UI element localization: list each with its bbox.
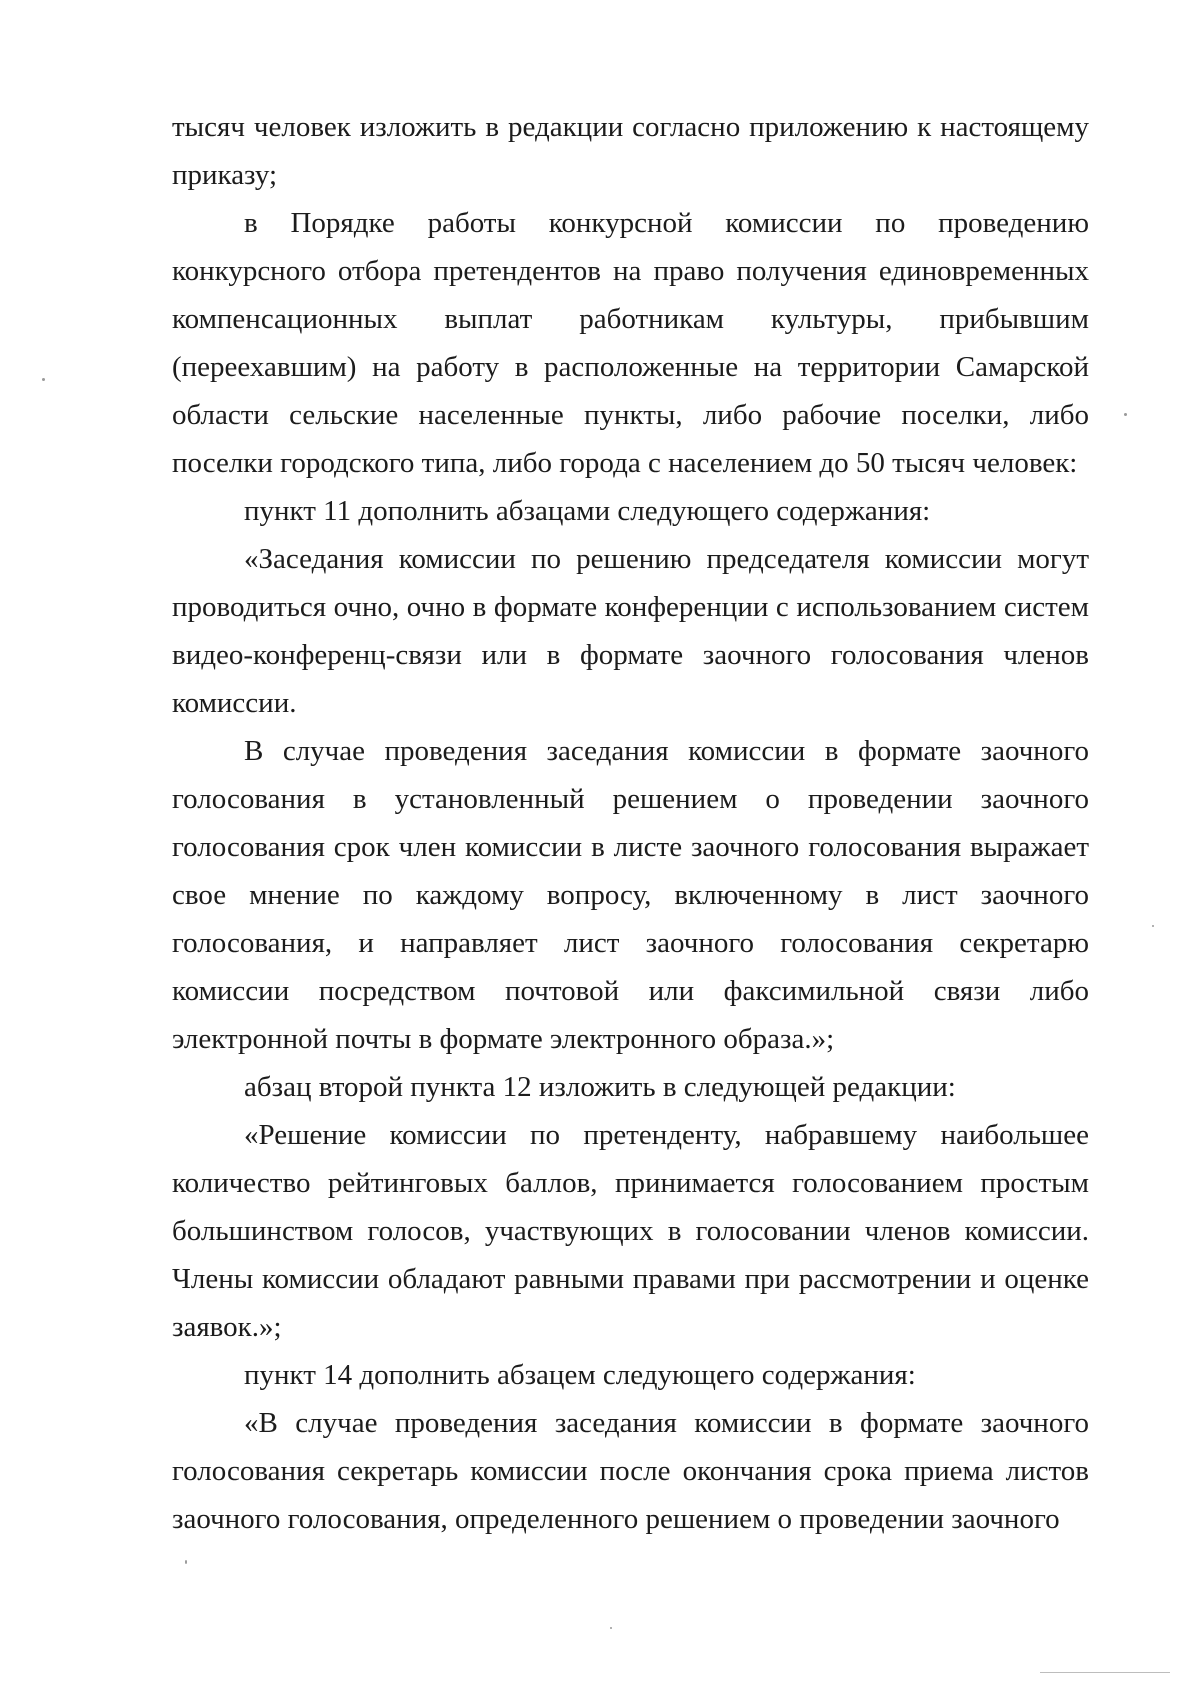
scan-speck <box>1152 925 1154 927</box>
scan-speck <box>1124 413 1127 416</box>
paragraph-point-14-intro: пункт 14 дополнить абзацем следующего содержания: <box>244 1359 916 1391</box>
paragraph-decision-rule: «Решение комиссии по претенденту, набравшему наибольшее количество рейтинговых баллов, принимается голосованием простым большинством голосов, участвующих в голосовании членов комиссии. Члены комиссии обладают равными правами при рассмотрении и оценке заявок.»; <box>172 1119 1089 1343</box>
paragraph-point-11-intro: пункт 11 дополнить абзацами следующего содержания: <box>244 495 931 527</box>
paragraph-absentee-voting: В случае проведения заседания комиссии в формате заочного голосования в установленный решением о проведении заочного голосования срок член комиссии в листе заочного голосования выражает свое мнение по каждому вопросу, включенному в лист заочного голосования, и направляет лист заочного голосования секретарю комиссии посредством почтовой или факсимильной связи либо электронной почты в формате электронного образа.»; <box>172 735 1089 1055</box>
scan-speck <box>185 1560 187 1564</box>
scan-edge-line <box>1040 1672 1170 1673</box>
paragraph-meeting-forms: «Заседания комиссии по решению председателя комиссии могут проводиться очно, очно в формате конференции с использованием систем видео-конференц-связи или в формате заочного голосования членов комиссии. <box>172 543 1089 719</box>
paragraph-continuation: тысяч человек изложить в редакции согласно приложению к настоящему приказу; <box>172 111 1089 191</box>
paragraph-procedure-amendment: в Порядке работы конкурсной комиссии по проведению конкурсного отбора претендентов на право получения единовременных компенсационных выплат работникам культуры, прибывшим (переехавшим) на работу в расположенные на территории Самарской области сельские населенные пункты, либо рабочие поселки, либо поселки городского типа, либо города с населением до 50 тысяч человек: <box>172 207 1089 479</box>
document-body <box>172 103 1089 1543</box>
paragraph-secretary-duties: «В случае проведения заседания комиссии в формате заочного голосования секретарь комиссии после окончания срока приема листов заочного голосования, определенного решением о проведении заочного <box>172 1407 1089 1535</box>
scan-speck <box>610 1627 612 1629</box>
scan-speck <box>42 378 45 381</box>
paragraph-point-12-intro: абзац второй пункта 12 изложить в следующей редакции: <box>244 1071 956 1103</box>
